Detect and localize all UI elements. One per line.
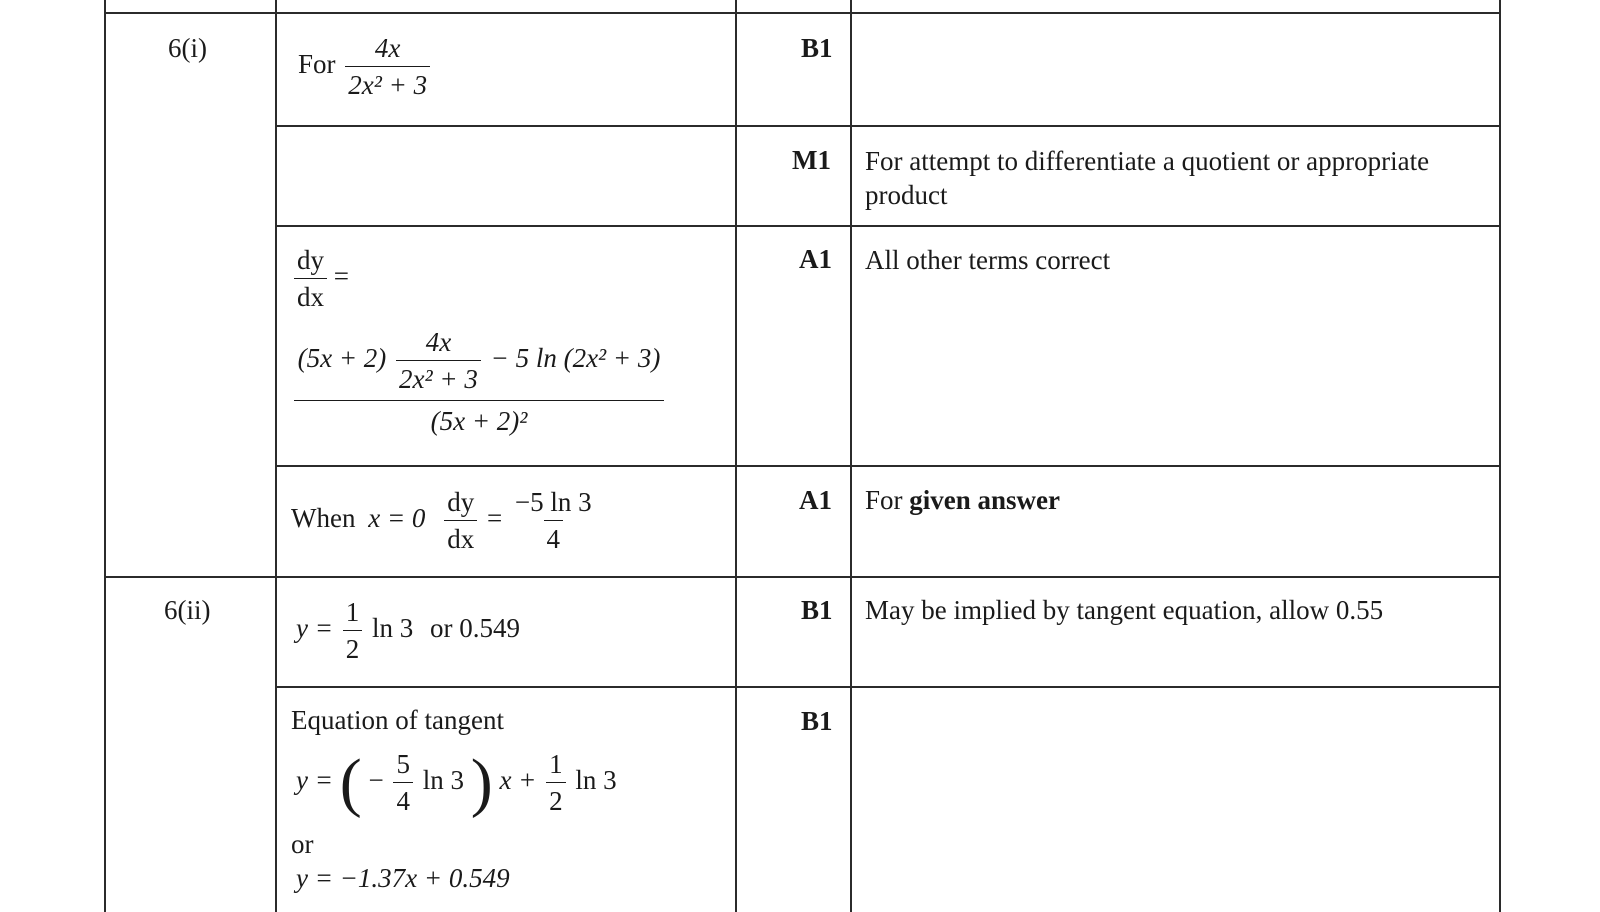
table-border-right [1499, 0, 1501, 912]
decimal-alternative: or 0.549 [429, 613, 520, 644]
or-text: or [291, 829, 314, 859]
question-number: 6(i) [168, 33, 207, 63]
column-divider [850, 0, 852, 912]
answer-prefix: For [298, 49, 336, 80]
denominator: 2 [343, 630, 363, 665]
outer-denominator: (5x + 2)² [430, 405, 528, 436]
derivative-lhs [294, 244, 349, 314]
row-divider [275, 465, 1501, 467]
row-divider [104, 576, 1501, 578]
fraction [345, 32, 430, 102]
numerator: −5 ln 3 [514, 487, 592, 517]
condition: x = 0 [368, 503, 426, 534]
fraction [294, 244, 327, 314]
denominator: 2x² + 3 [345, 66, 430, 101]
mark: A1 [799, 485, 832, 515]
numerator: 1 [549, 749, 563, 779]
column-divider [735, 0, 737, 912]
log-term: ln 3 [575, 765, 617, 796]
guidance-text: For attempt to differentiate a quotient or appropriate product [865, 146, 1430, 210]
answer-cell [291, 486, 598, 556]
log-term: ln 3 [422, 765, 464, 796]
mark: A1 [799, 244, 832, 274]
answer-title: Equation of tangent [291, 705, 504, 735]
alternative-equation: y = −1.37x + 0.549 [296, 863, 510, 893]
answer-prefix: When [291, 503, 356, 534]
fraction [546, 748, 566, 818]
denominator: 2x² + 3 [396, 360, 481, 395]
numerator: 4x [425, 327, 452, 357]
fraction [512, 486, 595, 556]
numerator: dy [297, 245, 324, 275]
denominator: dx [444, 520, 477, 555]
term-left: (5x + 2) [297, 343, 387, 374]
numerator: dy [447, 487, 475, 517]
fraction [444, 486, 477, 556]
lhs: y = [296, 765, 333, 796]
log-term: ln 3 [371, 613, 414, 644]
column-divider [275, 0, 277, 912]
x-term: x + [499, 765, 537, 796]
denominator: 4 [544, 520, 564, 555]
term-right: − 5 ln (2x² + 3) [490, 343, 661, 374]
fraction [393, 748, 413, 818]
fraction [396, 326, 481, 396]
guidance-text [865, 484, 1060, 516]
guidance-text: All other terms correct [865, 245, 1111, 275]
tangent-equation [296, 745, 617, 819]
lhs: y = [296, 613, 333, 644]
numerator: 5 [396, 749, 410, 779]
close-paren: ) [470, 745, 493, 819]
mark: B1 [801, 595, 833, 625]
guidance-prefix: For [865, 485, 903, 515]
row-divider [104, 12, 1501, 14]
answer-cell [296, 596, 520, 666]
equals-sign: = [333, 261, 349, 292]
denominator: 4 [393, 782, 413, 817]
row-divider [275, 225, 1501, 227]
question-number: 6(ii) [164, 595, 211, 625]
fraction [343, 596, 363, 666]
answer-cell [298, 32, 433, 102]
equals-sign: = [486, 503, 503, 534]
mark: B1 [801, 706, 833, 736]
quotient-expression [294, 326, 664, 437]
row-divider [275, 125, 1501, 127]
denominator: dx [294, 278, 327, 313]
numerator: 4x [374, 33, 401, 63]
mark: B1 [801, 33, 833, 63]
table-border-left [104, 0, 106, 912]
row-divider [275, 686, 1501, 688]
numerator: 1 [345, 597, 360, 627]
open-paren: ( [339, 745, 362, 819]
guidance-emphasis: given answer [909, 485, 1061, 515]
denominator: 2 [546, 782, 566, 817]
guidance-text: May be implied by tangent equation, allow 0.55 [865, 595, 1384, 625]
mark: M1 [792, 145, 831, 175]
minus-sign: − [368, 765, 384, 796]
